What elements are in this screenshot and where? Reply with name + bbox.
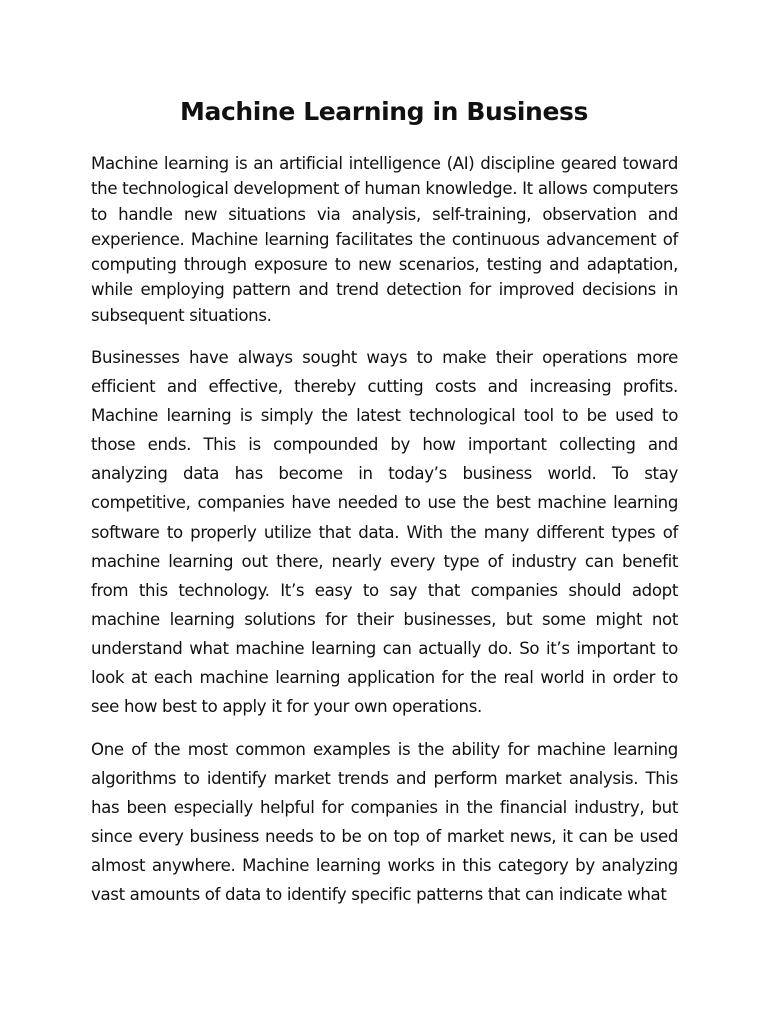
paragraph-market-analysis: One of the most common examples is the ability for machine learning algorithms to identify market trends and perform market analysis. This has been especially helpful for companies in the financial industry, but since every business needs to be on top of market news, it can be used almost anywhere. Machine learning works in this category by analyzing vast amounts of data to identify specific patterns that can indicate what bbox=[91, 740, 678, 905]
paragraph-businesses: Businesses have always sought ways to make their operations more efficient and effective, thereby cutting costs and increasing profits. Machine learning is simply the latest technological tool to be used to those ends. This is compounded by how important collecting and analyzing data has become in today’s business world. To stay competitive, companies have needed to use the best machine learning software to properly utilize that data. With the many different types of machine learning out there, nearly every type of industry can benefit from this technology. It’s easy to say that companies should adopt machine learning solutions for their businesses, but some might not understand what machine learning can actually do. So it’s important to look at each machine learning application for the real world in order to see how best to apply it for your own operations. bbox=[91, 348, 678, 717]
paragraph-intro: Machine learning is an artificial intelligence (AI) discipline geared toward the technological development of human knowledge. It allows computers to handle new situations via analysis, self-training, observation and experience. Machine learning facilitates the continuous advancement of computing through exposure to new scenarios, testing and adaptation, while employing pattern and trend detection for improved decisions in subsequent situations. bbox=[91, 154, 678, 325]
document-title: Machine Learning in Business bbox=[180, 97, 588, 126]
